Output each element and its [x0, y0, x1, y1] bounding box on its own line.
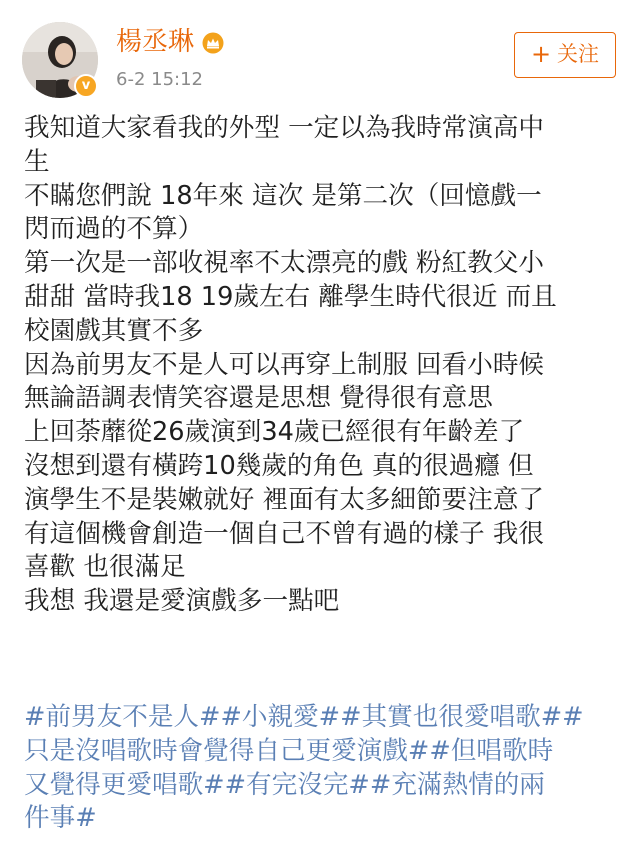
post-text-line: 校園戲其實不多	[24, 315, 204, 346]
hashtag-link[interactable]: 又覺得更愛唱歌#	[24, 769, 225, 800]
hashtag-line	[24, 735, 624, 769]
hashtag-link[interactable]: 只是沒唱歌時會覺得自己更愛演戲#	[24, 735, 430, 766]
hashtag-link[interactable]: #其實也很愛唱歌#	[340, 702, 563, 732]
post-text-line: 有這個機會創造一個自己不曾有過的樣子 我很	[24, 518, 545, 549]
post-header	[0, 0, 640, 100]
post-text-line: 生	[24, 146, 50, 177]
post-text-line: 不瞞您們說 18年來 這次 是第二次（回憶戲一	[24, 180, 542, 211]
hashtag-line	[24, 802, 624, 836]
post-text-line: 閃而過的不算）	[24, 214, 204, 245]
post-content	[24, 112, 624, 619]
post-text-line: 上回荼蘼從26歲演到34歲已經很有年齡差了	[24, 417, 525, 448]
follow-button[interactable]	[514, 32, 616, 78]
post-text-line: 第一次是一部收視率不太漂亮的戲 粉紅教父小	[24, 248, 545, 279]
crown-icon[interactable]	[202, 32, 224, 54]
plus-icon: +	[530, 40, 552, 68]
post-text-line: 甜甜 當時我18 19歲左右 離學生時代很近 而且	[24, 281, 557, 312]
hashtag-link[interactable]: #有完沒完#	[224, 769, 370, 800]
hashtag-link[interactable]: #前男友不是人#	[24, 702, 221, 732]
hashtag-link[interactable]: #小親愛#	[220, 702, 341, 732]
post-text-line: 沒想到還有橫跨10幾歲的角色 真的很過癮 但	[24, 450, 534, 481]
post-timestamp[interactable]: 6-2 15:12	[116, 69, 203, 90]
post-text-line: 無論語調表情笑容還是思想 覺得很有意思	[24, 383, 493, 414]
post-text-line: 我想 我還是愛演戲多一點吧	[24, 586, 340, 617]
post-text-line: 演學生不是裝嫩就好 裡面有太多細節要注意了	[24, 484, 545, 515]
verified-badge-icon: v	[74, 74, 98, 98]
hashtag-list	[24, 701, 624, 836]
post-text-line: 因為前男友不是人可以再穿上制服 回看小時候	[24, 349, 545, 380]
hashtag-link[interactable]: 件事#	[24, 803, 97, 834]
hashtag-line	[24, 769, 624, 803]
hashtag-line	[24, 701, 624, 735]
hashtag-link[interactable]: #	[562, 702, 584, 732]
hashtag-link[interactable]: #但唱歌時	[429, 735, 554, 766]
hashtag-link[interactable]: #充滿熱情的兩	[369, 769, 545, 800]
post-text-line: 喜歡 也很滿足	[24, 552, 186, 583]
follow-button-label: 关注	[557, 42, 600, 66]
author-name[interactable]: 楊丞琳	[116, 27, 195, 57]
post-text-line: 我知道大家看我的外型 一定以為我時常演高中	[24, 113, 545, 143]
